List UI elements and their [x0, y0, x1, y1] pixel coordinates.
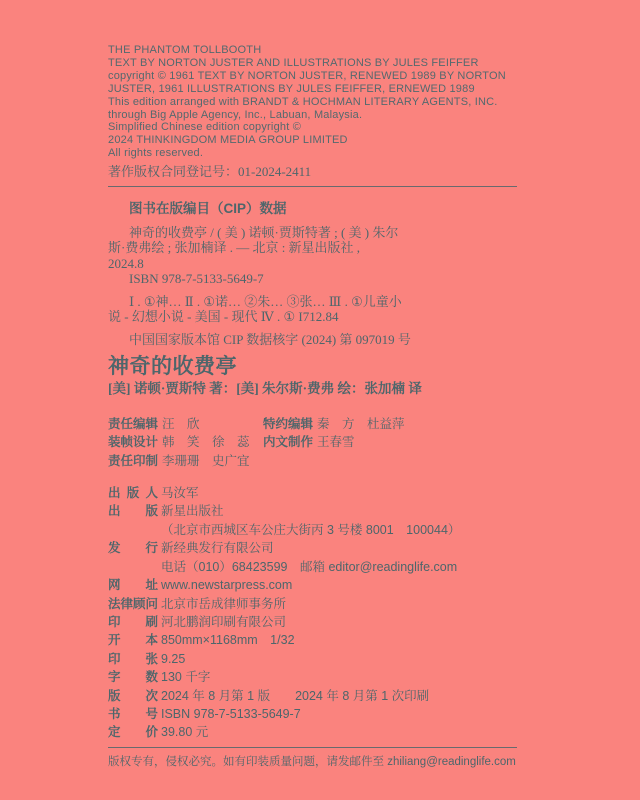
publication-row — [108, 668, 517, 686]
cip-classification — [108, 294, 517, 324]
cip-class-line: Ⅰ . ①神… Ⅱ . ①诺… ②朱… ③张… Ⅲ . ①儿童小 — [129, 293, 402, 309]
english-copyright-block — [108, 44, 517, 160]
publication-value: 850mm×1168mm 1/32 — [161, 633, 295, 648]
publication-label: 出版人 — [108, 486, 158, 501]
cip-isbn-line: ISBN 978-7-5133-5649-7 — [129, 270, 264, 286]
publication-value: www.newstarpress.com — [161, 578, 293, 593]
publication-row — [108, 539, 517, 557]
copyright-line: This edition arranged with BRANDT & HOCHMAN LITERARY AGENTS, INC. — [108, 95, 498, 108]
publication-label: 书号 — [108, 706, 158, 721]
publication-label: 开本 — [108, 633, 158, 648]
publication-row — [108, 650, 517, 668]
credits-block — [108, 415, 517, 471]
credit-names: 韩 笑 徐 蕊 — [162, 435, 250, 450]
publication-label: 出版 — [108, 504, 158, 519]
publication-value: 电话（010）68423599 邮箱 editor@readinglife.com — [161, 559, 458, 574]
publication-value: ISBN 978-7-5133-5649-7 — [161, 706, 301, 721]
publication-label: 发行 — [108, 541, 158, 556]
cip-block — [108, 201, 517, 347]
publication-value: （北京市西城区车公庄大街丙 3 号楼 8001 100044） — [161, 522, 461, 537]
publication-row — [108, 687, 517, 705]
publication-row — [108, 502, 517, 520]
cip-record-line: 中国国家版本馆 CIP 数据核字 (2024) 第 097019 号 — [129, 332, 411, 348]
publication-label: 法律顾问 — [108, 596, 159, 611]
credits-cell — [263, 415, 405, 434]
credit-names: 秦 方 杜益萍 — [317, 416, 405, 431]
copyright-line: JUSTER, 1961 ILLUSTRATIONS BY JULES FEIFFER, ERNEWED 1989 — [108, 82, 475, 95]
publication-label: 定价 — [108, 725, 158, 740]
credit-label: 责任印制 — [108, 453, 159, 468]
publication-value: 新星出版社 — [161, 504, 224, 519]
bottom-divider — [108, 747, 517, 748]
credits-row — [108, 415, 517, 434]
publication-value: 9.25 — [161, 651, 186, 666]
credit-names: 汪 欣 — [162, 416, 200, 431]
credit-label: 责任编辑 — [108, 416, 159, 431]
publication-value: 39.80 元 — [161, 725, 209, 740]
publication-value: 2024 年 8 月第 1 版 2024 年 8 月第 1 次印刷 — [161, 688, 430, 703]
publication-label: 版次 — [108, 688, 158, 703]
credits-cell — [108, 415, 263, 434]
publication-row — [108, 558, 517, 576]
footer-note: 版权专有，侵权必究。如有印装质量问题，请发邮件至 zhiliang@readinglife.com — [108, 755, 516, 768]
credit-label: 内文制作 — [263, 435, 314, 450]
cip-entry — [108, 225, 517, 286]
publication-row — [108, 484, 517, 502]
publication-row — [108, 521, 517, 539]
copyright-line: Simplified Chinese edition copyright © — [108, 121, 302, 134]
copyright-line: THE PHANTOM TOLLBOOTH — [108, 44, 262, 56]
credits-cell — [108, 452, 263, 471]
publication-value: 新经典发行有限公司 — [161, 541, 274, 556]
publication-row — [108, 705, 517, 723]
book-byline: [美] 诺顿·贾斯特 著：[美] 朱尔斯·费弗 绘：张加楠 译 — [108, 380, 422, 396]
credits-cell — [263, 433, 355, 452]
cip-entry-line: 神奇的收费亭 / ( 美 ) 诺顿·贾斯特著 ; ( 美 ) 朱尔 — [129, 225, 399, 241]
credit-names: 李珊珊 史广宜 — [162, 453, 250, 468]
publication-row — [108, 613, 517, 631]
copyright-line: through Big Apple Agency, Inc., Labuan, Malaysia. — [108, 108, 363, 121]
registration-number-line: 著作版权合同登记号：01-2024-2411 — [108, 164, 312, 180]
publication-value: 马汝军 — [161, 486, 199, 501]
copyright-line: TEXT BY NORTON JUSTER AND ILLUSTRATIONS BY JULES FEIFFER — [108, 56, 479, 69]
publication-label: 印张 — [108, 651, 158, 666]
copyright-line: 2024 THINKINGDOM MEDIA GROUP LIMITED — [108, 134, 348, 147]
publication-label: 印刷 — [108, 614, 158, 629]
publication-label: 字数 — [108, 670, 158, 685]
credit-names: 王春雪 — [317, 435, 355, 450]
credit-label: 装帧设计 — [108, 435, 159, 450]
publication-value: 河北鹏润印刷有限公司 — [161, 614, 287, 629]
cip-entry-line: 2024.8 — [108, 255, 144, 271]
publication-row — [108, 576, 517, 594]
credit-label: 特约编辑 — [263, 416, 314, 431]
cip-heading: 图书在版编目（CIP）数据 — [129, 201, 287, 217]
copyright-line: copyright © 1961 TEXT BY NORTON JUSTER, RENEWED 1989 BY NORTON — [108, 69, 506, 82]
publication-row — [108, 631, 517, 649]
copyright-line: All rights reserved. — [108, 147, 204, 160]
publication-value: 130 千字 — [161, 670, 211, 685]
publication-value: 北京市岳成律师事务所 — [161, 596, 287, 611]
publication-label: 网址 — [108, 578, 158, 593]
top-divider — [108, 186, 517, 187]
credits-cell — [108, 433, 263, 452]
credits-row — [108, 433, 517, 452]
cip-entry-line: 斯·费弗绘 ; 张加楠译 . — 北京 : 新星出版社 , — [108, 240, 361, 256]
publication-block — [108, 484, 517, 742]
cip-class-line: 说 - 幻想小说 - 美国 - 现代 Ⅳ . ① I712.84 — [108, 309, 339, 325]
credits-row — [108, 452, 517, 471]
book-title: 神奇的收费亭 — [108, 353, 237, 378]
publication-row — [108, 723, 517, 741]
publication-row — [108, 595, 517, 613]
